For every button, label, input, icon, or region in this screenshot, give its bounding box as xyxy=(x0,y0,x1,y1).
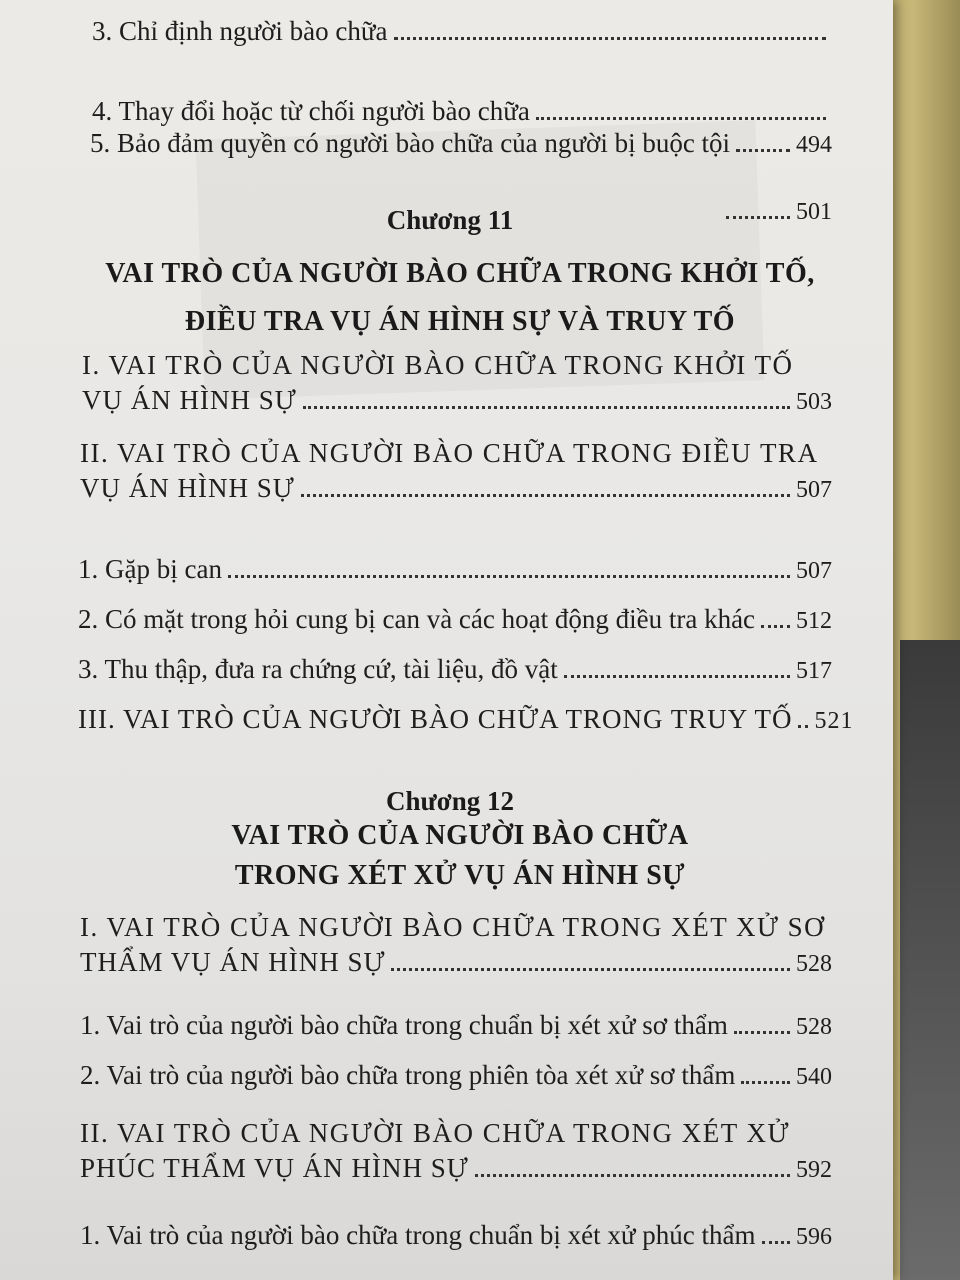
toc-section[interactable] xyxy=(78,704,854,734)
background-surface xyxy=(900,640,960,1280)
chapter-11-title: Chương 11 xyxy=(386,205,514,235)
toc-entry-label: III. VAI TRÒ CỦA NGƯỜI BÀO CHỮA TRONG TRUY TỐ xyxy=(78,704,793,734)
chapter-12-title: Chương 12 xyxy=(386,786,514,816)
toc-section-page: 592 xyxy=(796,1157,832,1183)
toc-entry[interactable] xyxy=(78,656,832,683)
toc-entry[interactable] xyxy=(80,1012,832,1039)
toc-entry-label: 5. Bảo đảm quyền có người bào chữa của người bị buộc tội xyxy=(90,128,731,158)
toc-entry-page: 528 xyxy=(796,1014,832,1040)
leader-dots xyxy=(536,117,826,120)
toc-section[interactable] xyxy=(80,1120,832,1182)
toc-entry-page: 517 xyxy=(796,658,832,684)
toc-entry-label: 1. Vai trò của người bào chữa trong chuẩn bị xét xử phúc thẩm xyxy=(80,1220,756,1250)
leader-dots xyxy=(303,406,790,409)
leader-dots xyxy=(228,575,790,578)
toc-entry-page: 521 xyxy=(814,708,854,734)
chapter-11-heading-line2: ĐIỀU TRA VỤ ÁN HÌNH SỰ VÀ TRUY TỐ xyxy=(184,306,736,337)
chapter-12-heading-line1: VAI TRÒ CỦA NGƯỜI BÀO CHỮA xyxy=(231,820,689,851)
leader-dots xyxy=(736,149,790,152)
leader-dots xyxy=(475,1174,790,1177)
toc-section-label-cont: VỤ ÁN HÌNH SỰ xyxy=(82,385,297,415)
toc-entry-page: 596 xyxy=(796,1224,832,1250)
toc-section[interactable] xyxy=(80,914,832,976)
toc-entry-page: 494 xyxy=(796,132,832,158)
leader-dots xyxy=(741,1081,790,1084)
toc-section-page: 503 xyxy=(796,389,832,415)
toc-entry[interactable] xyxy=(92,18,832,45)
leader-dots xyxy=(798,725,808,728)
toc-section-page: 507 xyxy=(796,477,832,503)
leader-dots xyxy=(564,675,790,678)
toc-entry-page: 507 xyxy=(796,558,832,584)
toc-entry[interactable] xyxy=(90,130,832,157)
leader-dots xyxy=(762,1241,790,1244)
leader-dots xyxy=(391,968,790,971)
toc-entry[interactable] xyxy=(92,98,832,125)
toc-entry-label: 3. Thu thập, đưa ra chứng cứ, tài liệu, đồ vật xyxy=(78,654,558,684)
toc-section[interactable] xyxy=(80,440,832,502)
leader-dots xyxy=(761,625,790,628)
toc-entry[interactable] xyxy=(80,1222,832,1249)
toc-entry[interactable] xyxy=(80,1062,832,1089)
toc-section-label: II. VAI TRÒ CỦA NGƯỜI BÀO CHỮA TRONG ĐIỀU TRA xyxy=(80,438,819,468)
leader-dots xyxy=(734,1031,790,1034)
toc-section-label-cont: PHÚC THẨM VỤ ÁN HÌNH SỰ xyxy=(80,1153,469,1183)
chapter-11-heading-line1: VAI TRÒ CỦA NGƯỜI BÀO CHỮA TRONG KHỞI TỐ, xyxy=(105,258,815,289)
toc-entry-label: 2. Vai trò của người bào chữa trong phiên tòa xét xử sơ thẩm xyxy=(80,1060,736,1090)
toc-entry-page: 512 xyxy=(796,608,832,634)
toc-entry-label: 4. Thay đổi hoặc từ chối người bào chữa xyxy=(92,96,530,126)
chapter-12-heading-line2: TRONG XÉT XỬ VỤ ÁN HÌNH SỰ xyxy=(234,860,686,891)
toc-entry[interactable] xyxy=(78,556,832,583)
leader-dots xyxy=(394,37,826,40)
toc-entry-label: 1. Vai trò của người bào chữa trong chuẩn bị xét xử sơ thẩm xyxy=(80,1010,728,1040)
toc-entry-label: 3. Chỉ định người bào chữa xyxy=(92,16,388,46)
leader-dots xyxy=(301,494,790,497)
toc-section-label-cont: THẨM VỤ ÁN HÌNH SỰ xyxy=(80,947,386,977)
toc-entry-page: 540 xyxy=(796,1064,832,1090)
toc-section-label: II. VAI TRÒ CỦA NGƯỜI BÀO CHỮA TRONG XÉT XỬ xyxy=(80,1118,790,1148)
toc-entry-page: 501 xyxy=(796,199,832,225)
toc-section-label-cont: VỤ ÁN HÌNH SỰ xyxy=(80,473,295,503)
toc-entry-label: 2. Có mặt trong hỏi cung bị can và các hoạt động điều tra khác xyxy=(78,604,756,634)
toc-entry-label: 1. Gặp bị can xyxy=(78,554,222,584)
toc-section[interactable] xyxy=(82,352,832,414)
toc-section-page: 528 xyxy=(796,951,832,977)
toc-section-label: I. VAI TRÒ CỦA NGƯỜI BÀO CHỮA TRONG KHỞI TỐ xyxy=(82,350,794,380)
toc-section-label: I. VAI TRÒ CỦA NGƯỜI BÀO CHỮA TRONG XÉT XỬ SƠ xyxy=(80,912,826,942)
toc-entry[interactable] xyxy=(78,606,832,633)
